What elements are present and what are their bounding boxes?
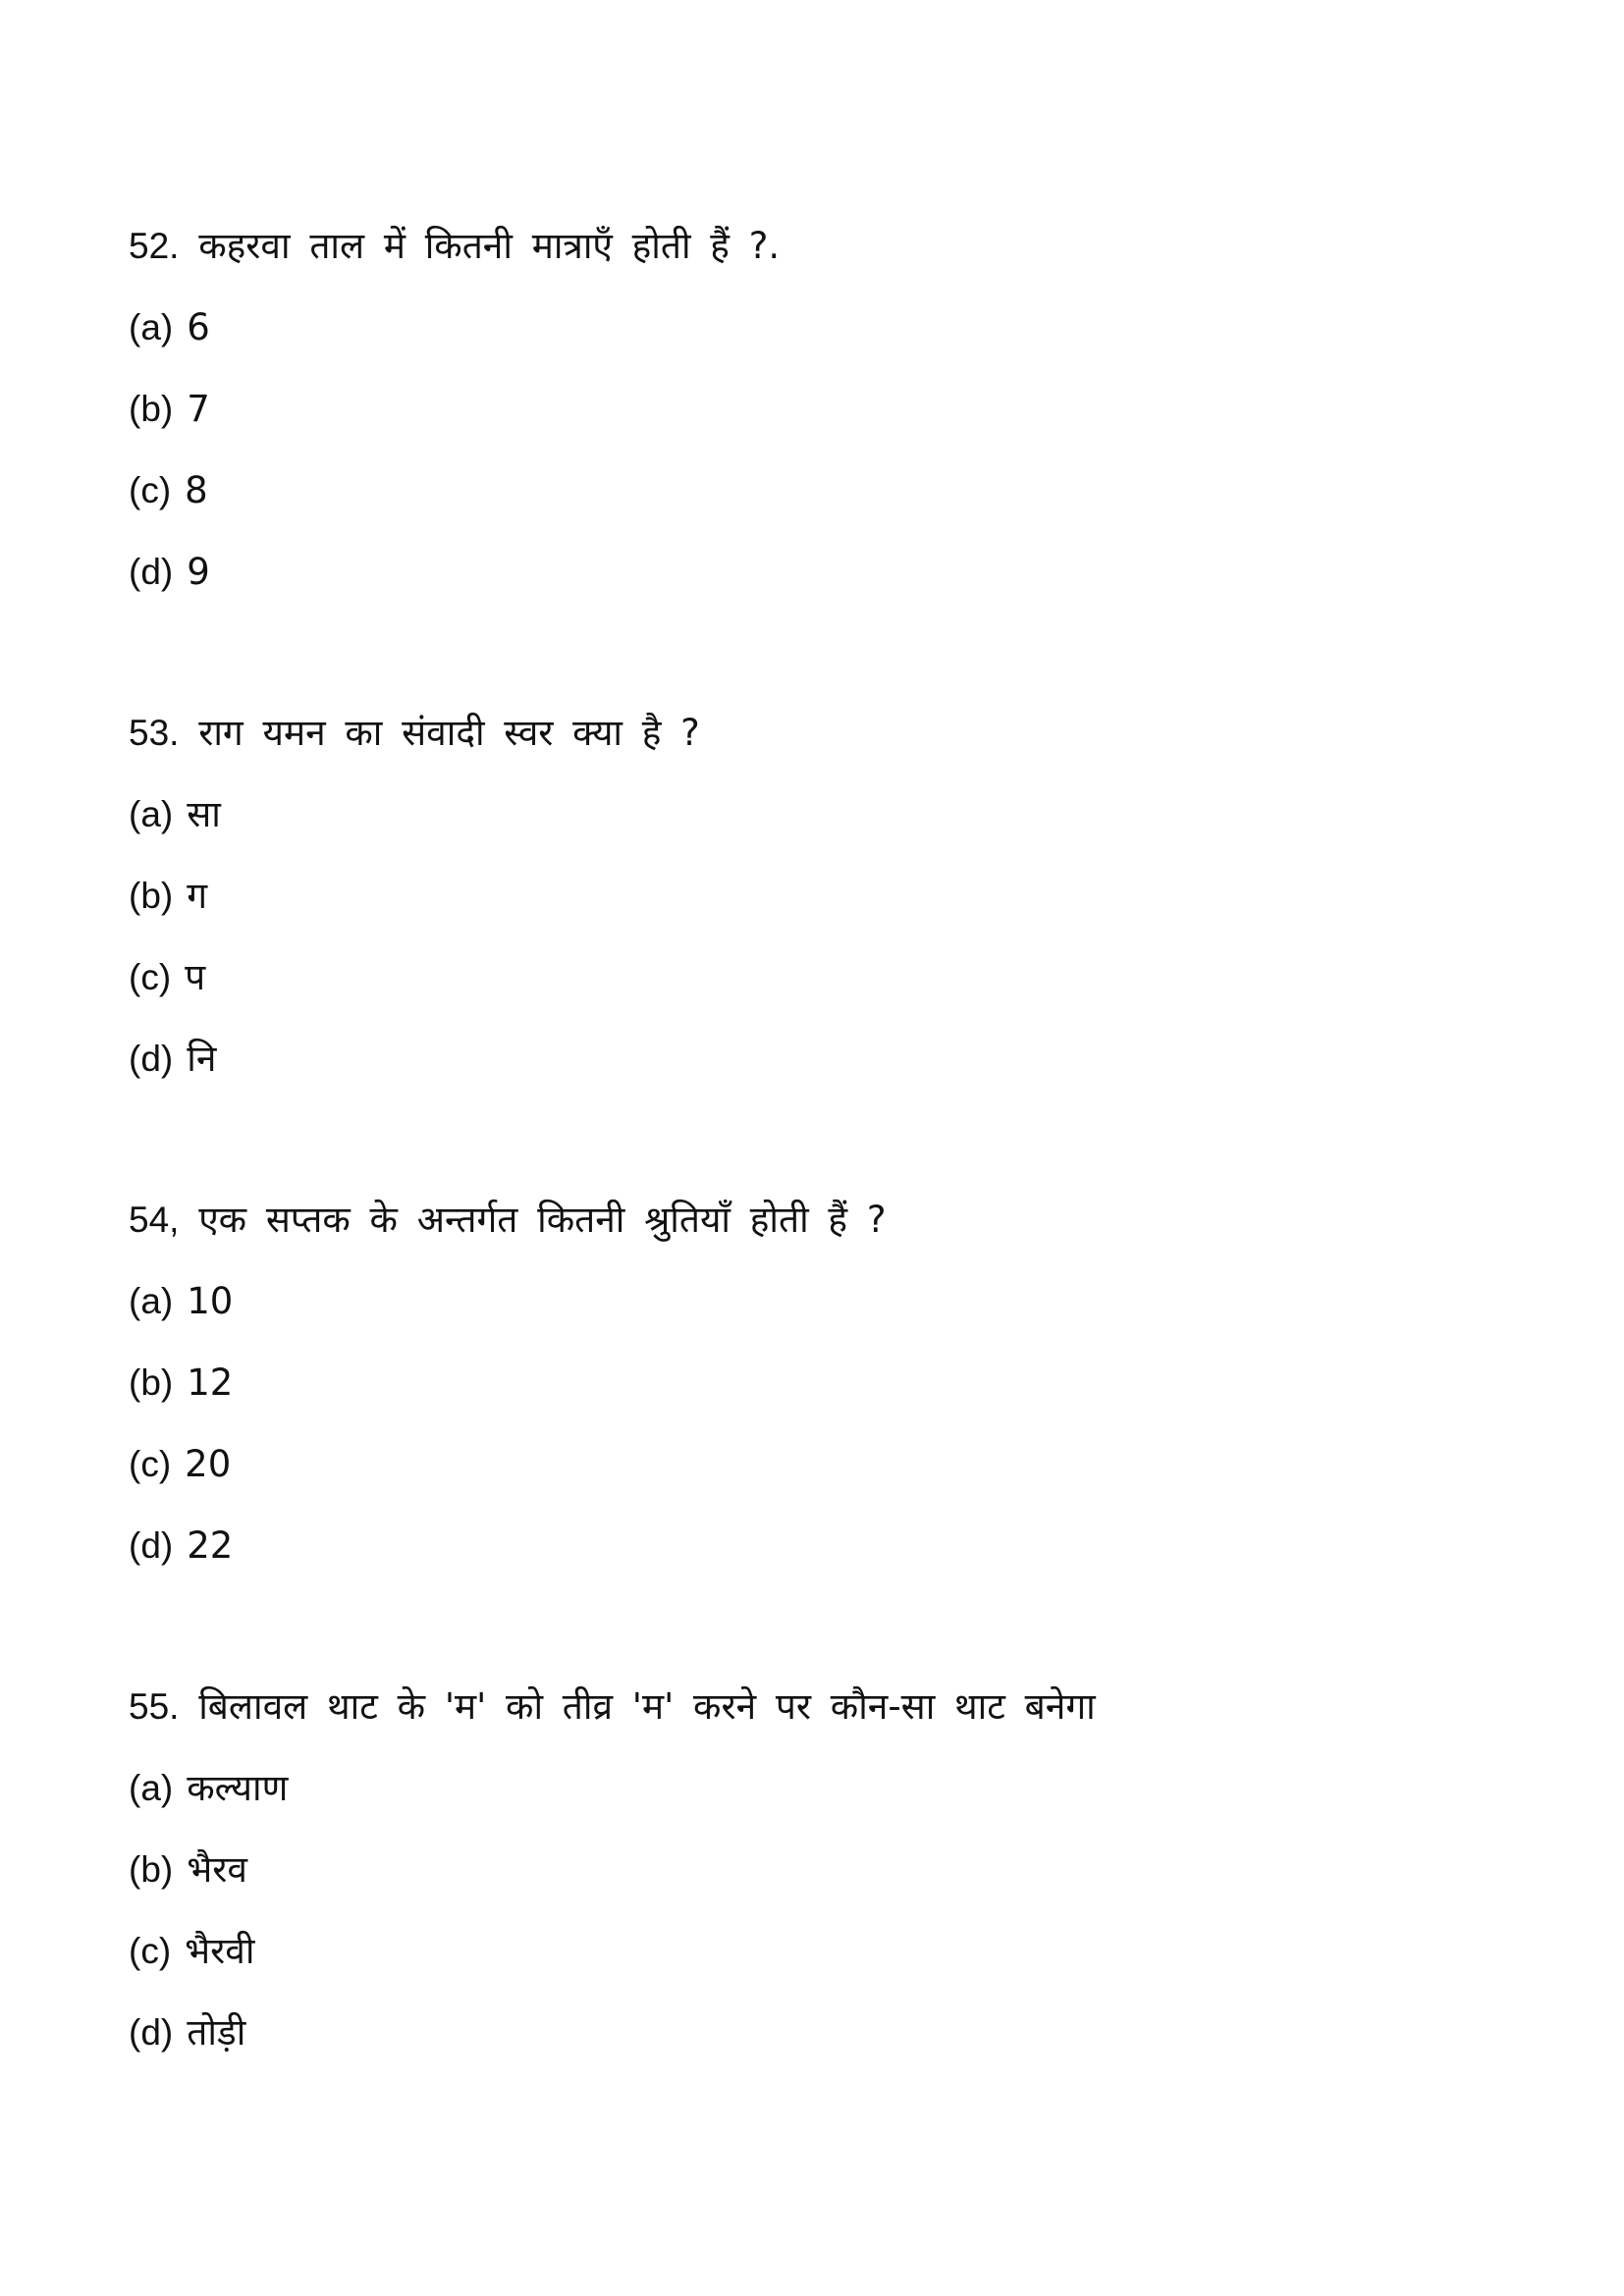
option-label: (c)	[129, 1931, 172, 1971]
question-54	[129, 1194, 1503, 1573]
option-value: 9	[187, 551, 210, 593]
question-body: राग यमन का संवादी स्वर क्या है ?	[198, 712, 700, 754]
option-c	[129, 464, 1503, 517]
question-text	[129, 220, 1503, 273]
option-value: भैरव	[187, 1848, 247, 1891]
option-value: ग	[187, 875, 208, 917]
question-text	[129, 1681, 1503, 1734]
option-d	[129, 546, 1503, 599]
option-c	[129, 1925, 1503, 1978]
options-list	[129, 301, 1503, 599]
option-value: 8	[185, 469, 208, 511]
option-a	[129, 1762, 1503, 1815]
option-value: प	[185, 956, 206, 998]
option-label: (a)	[129, 1281, 174, 1321]
options-list	[129, 788, 1503, 1086]
option-label: (d)	[129, 2012, 174, 2053]
option-value: 12	[187, 1362, 234, 1404]
option-a	[129, 1275, 1503, 1328]
option-d	[129, 1520, 1503, 1573]
option-value: तोड़ी	[187, 2011, 246, 2054]
option-d	[129, 1033, 1503, 1086]
question-body: बिलावल थाट के 'म' को तीव्र 'म' करने पर कौन-सा थाट बनेगा	[198, 1685, 1096, 1728]
option-b	[129, 1843, 1503, 1896]
option-value: 10	[187, 1280, 234, 1322]
option-label: (d)	[129, 1525, 174, 1566]
question-55	[129, 1681, 1503, 2059]
option-b	[129, 870, 1503, 923]
option-b	[129, 1357, 1503, 1410]
question-number: 55.	[129, 1686, 180, 1727]
option-label: (a)	[129, 1768, 174, 1808]
option-value: नि	[187, 1038, 217, 1080]
option-value: भैरवी	[185, 1930, 255, 1972]
option-label: (b)	[129, 389, 174, 429]
question-body: कहरवा ताल में कितनी मात्राएँ होती हैं ?.	[198, 225, 781, 267]
question-text	[129, 707, 1503, 760]
options-list	[129, 1762, 1503, 2059]
option-value: सा	[187, 793, 221, 835]
option-a	[129, 301, 1503, 354]
option-label: (b)	[129, 1849, 174, 1890]
option-label: (b)	[129, 1362, 174, 1403]
options-list	[129, 1275, 1503, 1573]
option-c	[129, 1438, 1503, 1491]
option-label: (b)	[129, 876, 174, 916]
option-value: 7	[187, 388, 210, 430]
option-label: (d)	[129, 552, 174, 592]
question-number: 53.	[129, 713, 180, 753]
option-c	[129, 951, 1503, 1004]
option-label: (c)	[129, 470, 172, 510]
option-label: (c)	[129, 1444, 172, 1484]
option-d	[129, 2006, 1503, 2059]
option-value: 6	[187, 306, 210, 348]
option-label: (c)	[129, 957, 172, 997]
option-label: (d)	[129, 1039, 174, 1079]
question-53	[129, 707, 1503, 1086]
option-label: (a)	[129, 307, 174, 347]
question-number: 52.	[129, 226, 180, 266]
option-value: कल्याण	[187, 1767, 289, 1809]
question-number: 54,	[129, 1200, 180, 1240]
question-body: एक सप्तक के अन्तर्गत कितनी श्रुतियाँ होती हैं ?	[198, 1199, 887, 1241]
option-value: 22	[187, 1524, 234, 1567]
question-52	[129, 220, 1503, 599]
question-text	[129, 1194, 1503, 1247]
option-a	[129, 788, 1503, 841]
option-label: (a)	[129, 794, 174, 834]
option-value: 20	[185, 1443, 232, 1485]
option-b	[129, 383, 1503, 436]
